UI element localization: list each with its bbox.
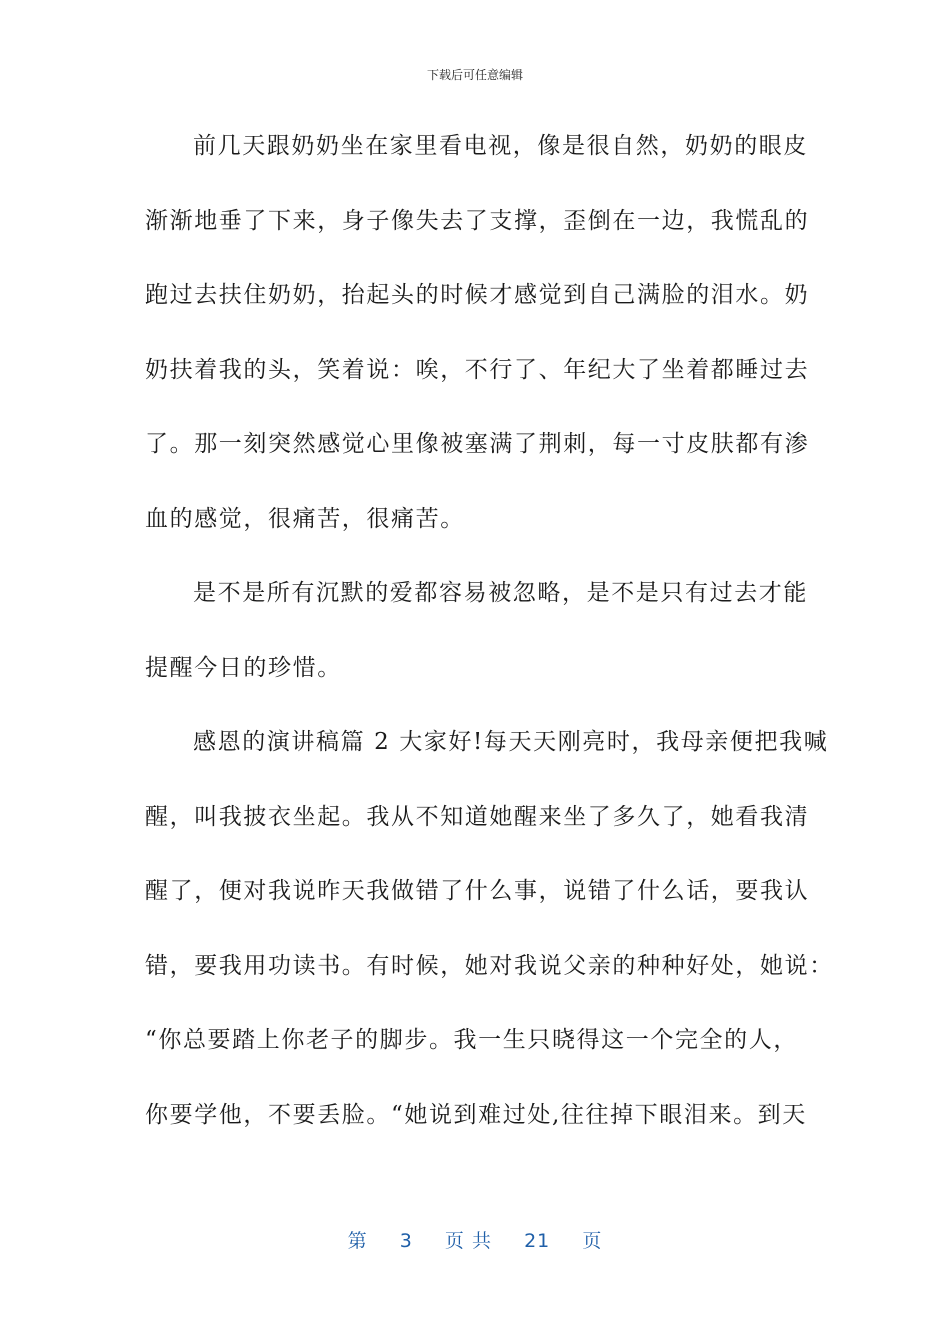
text-line: 跑过去扶住奶奶，抬起头的时候才感觉到自己满脸的泪水。奶 <box>145 282 810 308</box>
text-line: “你总要踏上你老子的脚步。我一生只晓得这一个完全的人， <box>145 1027 798 1053</box>
text-line: 醒，叫我披衣坐起。我从不知道她醒来坐了多久了，她看我清 <box>145 803 810 830</box>
text-line: 血的感觉，很痛苦，很痛苦。 <box>145 505 465 532</box>
text-line: 渐渐地垂了下来，身子像失去了支撑，歪倒在一边，我慌乱的 <box>145 207 810 234</box>
page-header: 下载后可任意编辑 <box>426 68 523 82</box>
text-line: 错，要我用功读书。有时候，她对我说父亲的种种好处，她说： <box>145 952 834 979</box>
text-line: 醒了，便对我说昨天我做错了什么事，说错了什么话，要我认 <box>145 878 810 904</box>
footer-total-pages: 21 <box>524 1230 551 1252</box>
footer-current-page: 3 <box>399 1230 413 1252</box>
text-line: 你要学他，不要丢脸。“她说到难过处,往往掉下眼泪来。到天 <box>145 1101 807 1128</box>
text-line: 前几天跟奶奶坐在家里看电视，像是很自然，奶奶的眼皮 <box>193 133 808 159</box>
text-line: 奶扶着我的头，笑着说：唉，不行了、年纪大了坐着都睡过去 <box>145 356 810 383</box>
page-footer <box>0 1226 950 1253</box>
text-line: 了。那一刻突然感觉心里像被塞满了荆刺，每一寸皮肤都有渗 <box>145 431 810 457</box>
text-line: 感恩的演讲稿篇 2 大家好!每天天刚亮时，我母亲便把我喊 <box>193 729 829 755</box>
footer-middle: 页 共 <box>444 1230 492 1252</box>
text-line: 提醒今日的珍惜。 <box>145 654 342 681</box>
document-body <box>145 124 834 1167</box>
footer-prefix: 第 <box>347 1230 368 1252</box>
footer-suffix: 页 <box>582 1230 603 1252</box>
text-line: 是不是所有沉默的爱都容易被忽略，是不是只有过去才能 <box>193 580 808 606</box>
